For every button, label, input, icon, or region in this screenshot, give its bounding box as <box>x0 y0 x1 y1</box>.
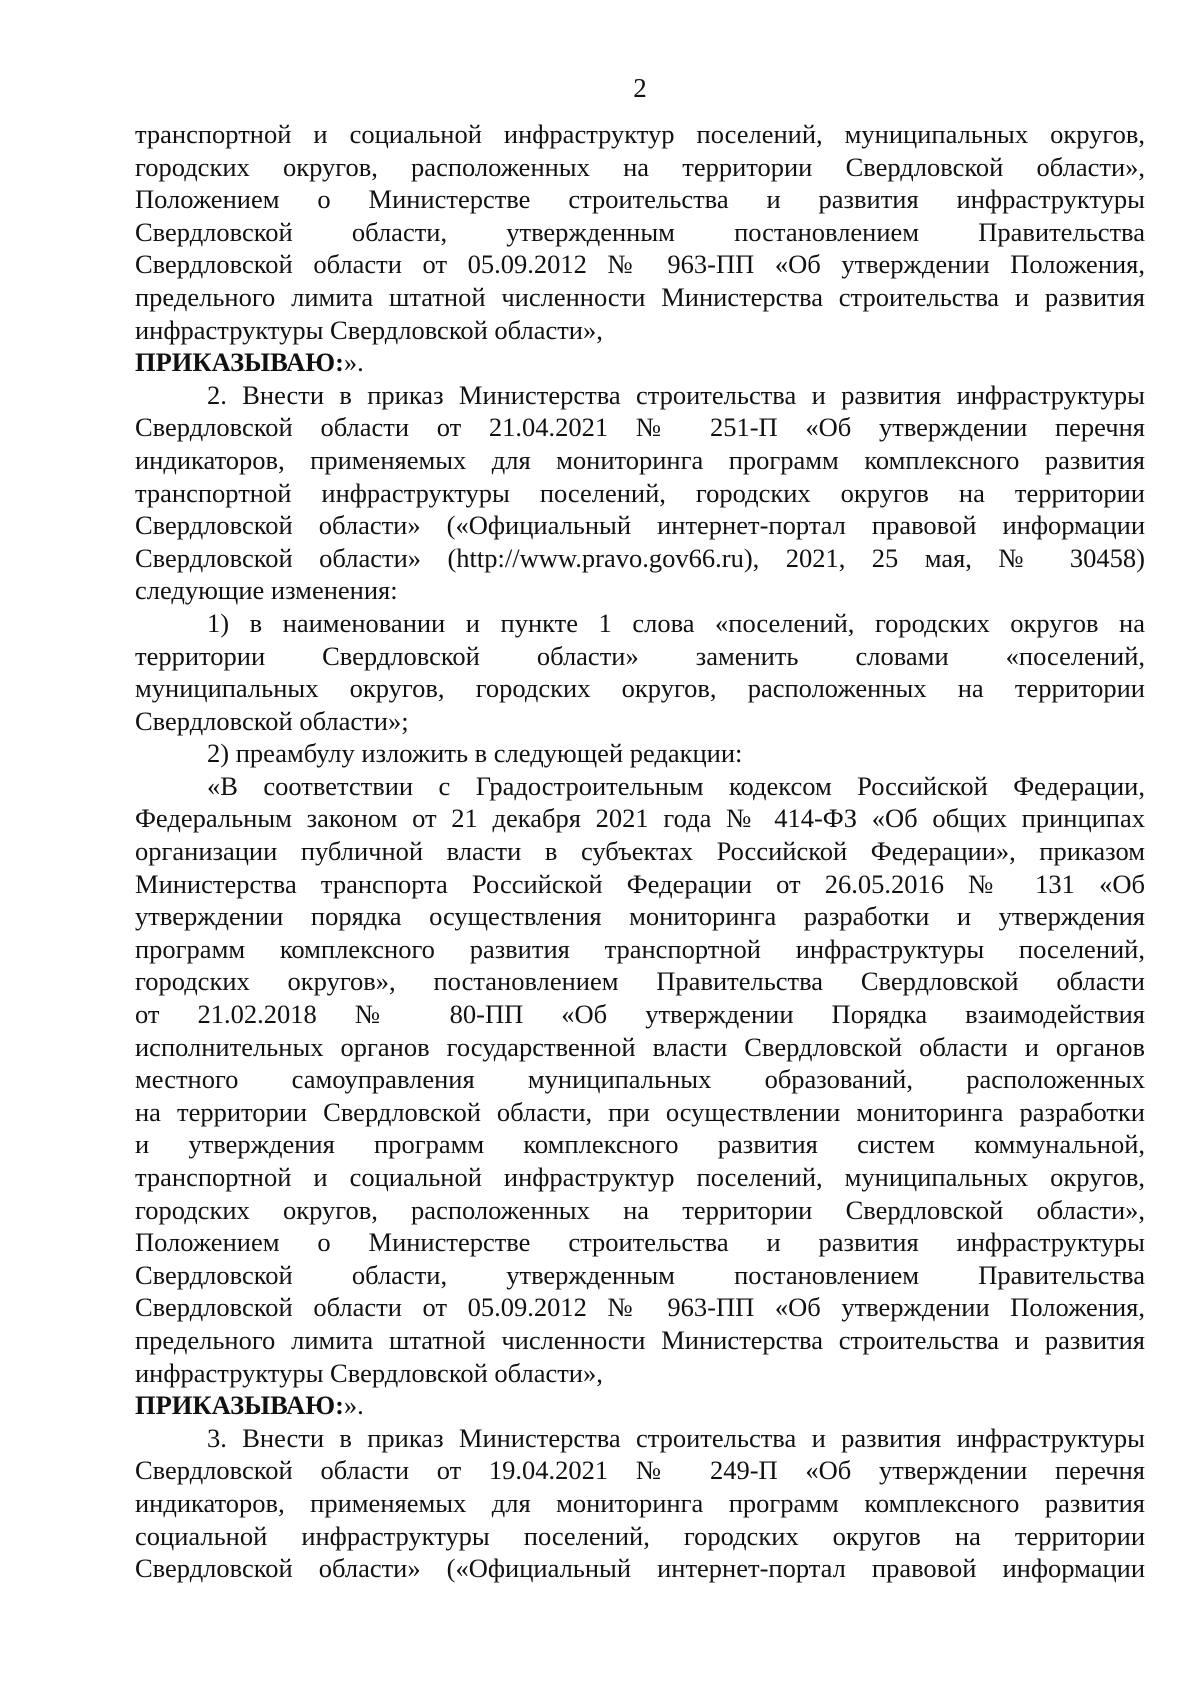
text-line: Свердловской области, утвержденным постановлением Правительства <box>135 216 1145 247</box>
text-line: транспортной и социальной инфраструктур поселений, муниципальных округов, <box>135 1162 1145 1192</box>
text-line: организации публичной власти в субъектах Российской Федерации», приказом <box>135 836 1145 867</box>
paragraph-start: 1) в наименовании и пункте 1 слова «поселений, городских округов на <box>207 607 1145 638</box>
text-line: утверждении порядка осуществления мониторинга разработки и утверждения <box>135 901 1145 932</box>
text-line: Положением о Министерстве строительства и развития инфраструктуры <box>135 184 1145 215</box>
text-line: Свердловской области, утвержденным постановлением Правительства <box>135 1259 1145 1290</box>
text-line: предельного лимита штатной численности Министерства строительства и развития <box>135 1324 1145 1355</box>
text-line: предельного лимита штатной численности Министерства строительства и развития <box>135 281 1145 312</box>
text-line: и утверждения программ комплексного развития систем коммунальной, <box>135 1129 1145 1160</box>
order-line: ПРИКАЗЫВАЮ:». <box>135 1390 364 1421</box>
paragraph-start: 3. Внести в приказ Министерства строительства и развития инфраструктуры <box>207 1422 1145 1453</box>
order-word: ПРИКАЗЫВАЮ: <box>135 1390 344 1421</box>
text-line: Свердловской области» («Официальный интернет-портал правовой информации <box>135 510 1145 541</box>
page-number: 2 <box>633 73 647 103</box>
text-line: Свердловской области от 05.09.2012 № 963-ПП «Об утверждении Положения, <box>135 1292 1145 1323</box>
text-line: исполнительных органов государственной власти Свердловской области и органов <box>135 1031 1145 1062</box>
paragraph-start: 2. Внести в приказ Министерства строительства и развития инфраструктуры <box>207 379 1145 410</box>
text-line: Свердловской области от 19.04.2021 № 249-П «Об утверждении перечня <box>135 1455 1145 1486</box>
text-line: инфраструктуры Свердловской области», <box>135 1357 603 1388</box>
text-line: транспортной и социальной инфраструктур поселений, муниципальных округов, <box>135 119 1145 149</box>
text-line: индикаторов, применяемых для мониторинга программ комплексного развития <box>135 444 1145 475</box>
text-line: Свердловской области» («Официальный интернет-портал правовой информации <box>135 1553 1145 1584</box>
text-line: территории Свердловской области» заменить словами «поселений, <box>135 640 1145 671</box>
text-line: индикаторов, применяемых для мониторинга программ комплексного развития <box>135 1487 1145 1518</box>
text-line: местного самоуправления муниципальных образований, расположенных <box>135 1064 1145 1095</box>
text-line: городских округов», постановлением Правительства Свердловской области <box>135 966 1145 997</box>
paragraph-start: 2) преамбулу изложить в следующей редакции: <box>207 738 743 769</box>
text-line: инфраструктуры Свердловской области», <box>135 314 603 345</box>
text-line: Свердловской области» (http://www.pravo.gov66.ru), 2021, 25 мая, № 30458) <box>135 542 1145 573</box>
text-line: муниципальных округов, городских округов, расположенных на территории <box>135 673 1145 704</box>
text-line: Свердловской области»; <box>135 705 409 736</box>
text-line: городских округов, расположенных на территории Свердловской области», <box>135 1194 1145 1225</box>
text-line: городских округов, расположенных на территории Свердловской области», <box>135 151 1145 182</box>
text-line: программ комплексного развития транспортной инфраструктуры поселений, <box>135 933 1145 964</box>
document-body <box>135 118 1145 1585</box>
closing-quote: » <box>343 347 358 378</box>
text-line: Федеральным законом от 21 декабря 2021 года № 414-ФЗ «Об общих принципах <box>135 803 1145 834</box>
closing-quote: » <box>343 1390 358 1421</box>
text-line: следующие изменения: <box>135 575 398 606</box>
text-line: от 21.02.2018 № 80-ПП «Об утверждении Порядка взаимодействия <box>135 999 1145 1030</box>
text-line: Положением о Министерстве строительства и развития инфраструктуры <box>135 1227 1145 1258</box>
order-word: ПРИКАЗЫВАЮ: <box>135 347 344 378</box>
text-line: Свердловской области от 05.09.2012 № 963-ПП «Об утверждении Положения, <box>135 249 1145 280</box>
text-line: социальной инфраструктуры поселений, городских округов на территории <box>135 1520 1145 1551</box>
paragraph-start: «В соответствии с Градостроительным кодексом Российской Федерации, <box>207 770 1145 801</box>
order-line: ПРИКАЗЫВАЮ:». <box>135 347 364 378</box>
text-line: Свердловской области от 21.04.2021 № 251-П «Об утверждении перечня <box>135 412 1145 443</box>
text-line: Министерства транспорта Российской Федерации от 26.05.2016 № 131 «Об <box>135 868 1145 899</box>
text-line: транспортной инфраструктуры поселений, городских округов на территории <box>135 477 1145 508</box>
text-line: на территории Свердловской области, при осуществлении мониторинга разработки <box>135 1096 1145 1127</box>
